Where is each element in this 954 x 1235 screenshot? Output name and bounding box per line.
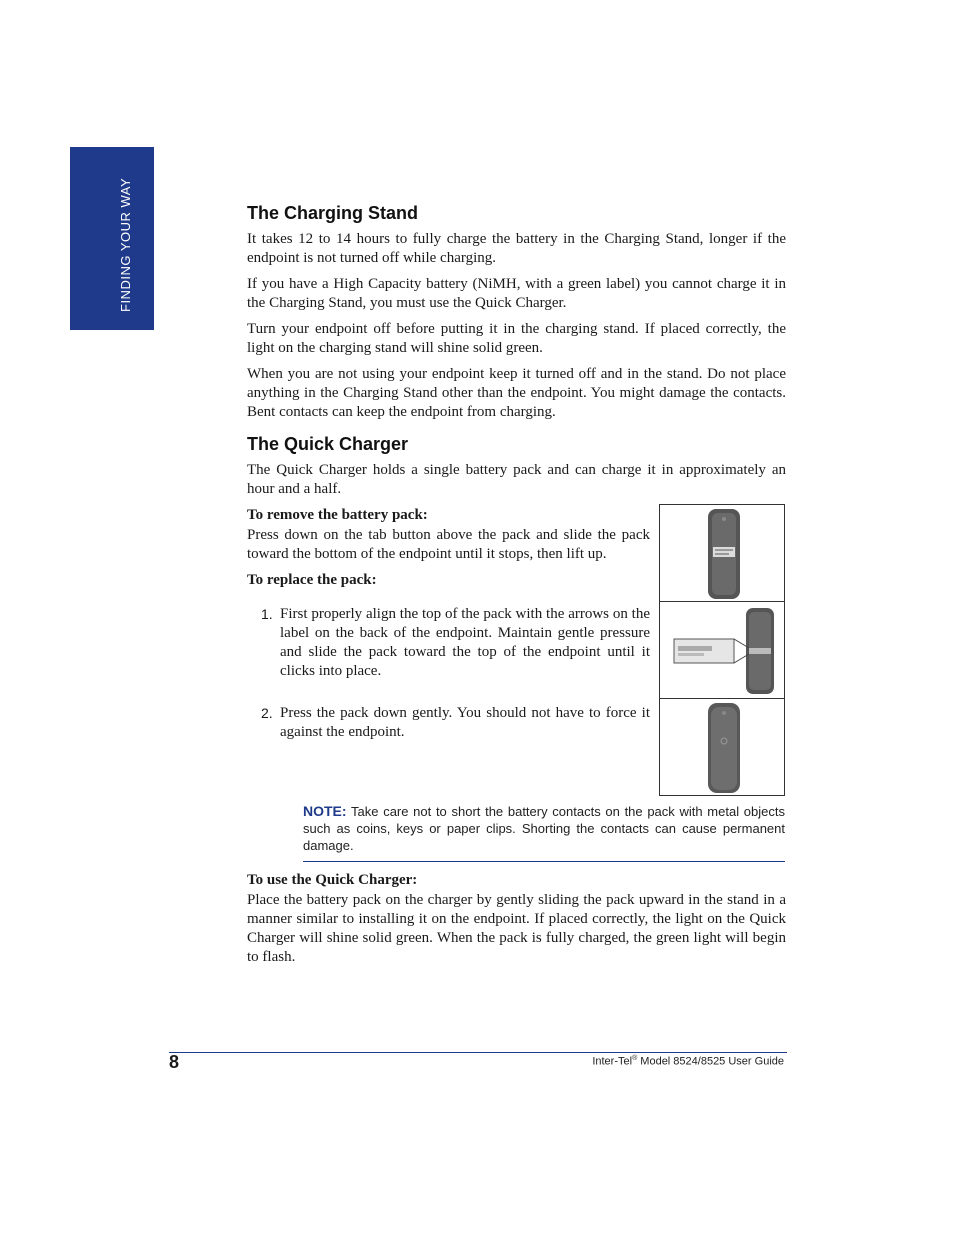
replace-steps (247, 605, 650, 742)
step-text: First properly align the top of the pack with the arrows on the label on the back of the endpoint. Maintain gentle pressure and slide the pack toward the top of the endpoint until it clicks into place. (280, 606, 650, 679)
remove-pack-text: Press down on the tab button above the pack and slide the pack toward the bottom of the endpoint until it stops, then lift up. (247, 527, 650, 562)
endpoint-installed-image (660, 699, 785, 795)
use-charger-text: Place the battery pack on the charger by gently sliding the pack upward in the stand in a manner similar to installing it on the endpoint. If placed correctly, the light on the Quick Charger will shine solid green. When the pack is fully charged, the green light will begin to flash. (247, 892, 786, 965)
pack-alignment-image (660, 602, 785, 698)
charging-stand-paragraph: Turn your endpoint off before putting it in the charging stand. If placed correctly, the light on the charging stand will shine solid green. (247, 321, 786, 356)
charging-stand-paragraph: If you have a High Capacity battery (NiMH, with a green label) you cannot charge it in the Charging Stand, you must use the Quick Charger. (247, 276, 786, 311)
registered-mark: ® (632, 1055, 638, 1062)
battery-removal-figure (659, 504, 785, 602)
footer-brand: Inter-Tel (592, 1055, 633, 1068)
step-text: Press the pack down gently. You should not have to force it against the endpoint. (280, 705, 650, 740)
footer-rule (169, 1052, 787, 1053)
side-tab-label: FINDING YOUR WAY (118, 177, 133, 312)
replace-step (247, 704, 650, 742)
quick-charger-use-section (247, 872, 786, 974)
quick-charger-heading: The Quick Charger (247, 434, 409, 454)
use-charger-title: To use the Quick Charger: (247, 872, 418, 888)
replace-step (247, 605, 650, 681)
endpoint-back-image (660, 505, 785, 601)
replace-pack-title: To replace the pack: (247, 572, 377, 588)
step-number: 1. (261, 606, 273, 622)
charging-stand-paragraph: It takes 12 to 14 hours to fully charge the battery in the Charging Stand, longer if the endpoint is not turned off while charging. (247, 231, 786, 266)
quick-charger-intro: The Quick Charger holds a single battery pack and can charge it in approximately an hour and a half. (247, 462, 786, 497)
battery-figures (659, 504, 785, 795)
note-text: Take care not to short the battery contacts on the pack with metal objects such as coins, keys or paper clips. Shorting the contacts can cause permanent damage. (303, 804, 785, 853)
footer-guide-name: Model 8524/8525 User Guide (637, 1055, 784, 1068)
footer-guide-title (592, 1055, 784, 1068)
note-label: NOTE: (303, 803, 347, 819)
charging-stand-heading: The Charging Stand (247, 203, 418, 223)
side-tab (70, 147, 154, 330)
battery-installed-figure (659, 698, 785, 796)
remove-pack-title: To remove the battery pack: (247, 507, 428, 523)
note-box (303, 803, 785, 862)
page-number: 8 (169, 1052, 180, 1072)
battery-alignment-figure (659, 601, 785, 699)
charging-stand-paragraph: When you are not using your endpoint keep it turned off and in the stand. Do not place anything in the Charging Stand other than the endpoint. You might damage the contacts. Bent contacts can keep the endpoint from charging. (247, 366, 786, 420)
step-number: 2. (261, 705, 273, 721)
